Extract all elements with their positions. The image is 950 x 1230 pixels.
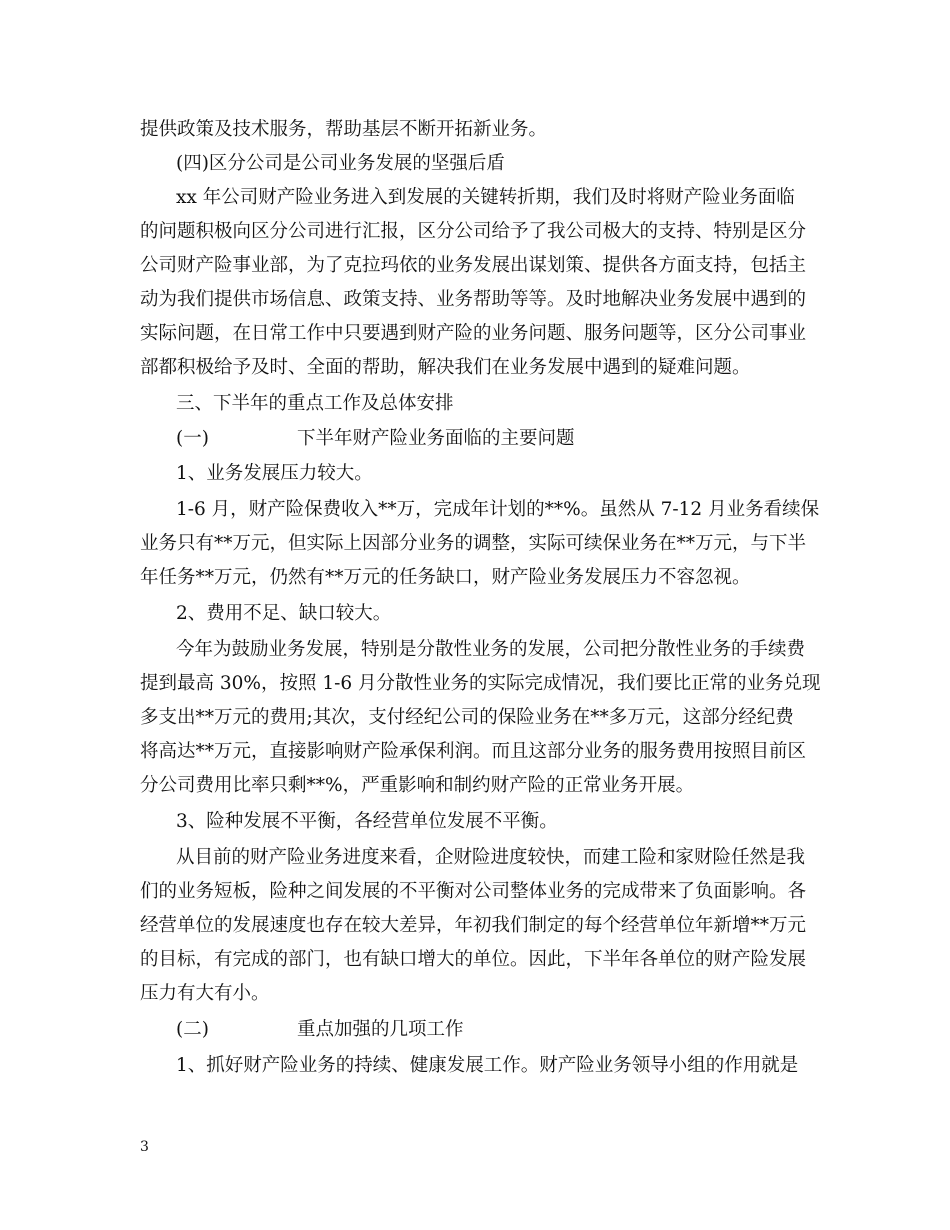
text-line: 从目前的财产险业务进度来看，企财险进度较快，而建工险和家财险任然是我 [176,847,806,868]
subheading-title: 下半年财产险业务面临的主要问题 [296,428,575,449]
text-line: 经营单位的发展速度也存在较大差异，年初我们制定的每个经营单位年新增**万元 [140,915,807,936]
section-heading: 三、下半年的重点工作及总体安排 [176,393,454,414]
text-line: 业务只有**万元，但实际上因部分业务的调整，实际可续保业务在**万元，与下半 [140,533,807,554]
text-line: 将高达**万元，直接影响财产险承保利润。而且这部分业务的服务费用按照目前区 [140,741,807,762]
issue-heading: 1、业务发展压力较大。 [176,463,373,484]
subheading-number: (二) [176,1019,209,1040]
text-line: 1、抓好财产险业务的持续、健康发展工作。财产险业务领导小组的作用就是 [176,1055,799,1076]
text-line: 提供政策及技术服务，帮助基层不断开拓新业务。 [140,119,548,140]
text-line: 们的业务短板，险种之间发展的不平衡对公司整体业务的完成带来了负面影响。各 [140,881,807,902]
issue-heading: 3、险种发展不平衡，各经营单位发展不平衡。 [176,811,558,832]
text-line: 的问题积极向区分公司进行汇报，区分公司给予了我公司极大的支持、特别是区分 [140,221,807,242]
text-line: 的目标，有完成的部门，也有缺口增大的单位。因此，下半年各单位的财产险发展 [140,949,807,970]
text-line: xx 年公司财产险业务进入到发展的关键转折期，我们及时将财产险业务面临 [176,187,795,208]
text-line: 今年为鼓励业务发展，特别是分散性业务的发展，公司把分散性业务的手续费 [176,639,806,660]
text-line: 提到最高 30%，按照 1-6 月分散性业务的实际完成情况，我们要比正常的业务兑现 [140,673,821,694]
subheading-one [176,427,856,451]
text-line: 动为我们提供市场信息、政策支持、业务帮助等等。及时地解决业务发展中遇到的 [140,289,807,310]
text-line: 公司财产险事业部，为了克拉玛依的业务发展出谋划策、提供各方面支持，包括主 [140,255,807,276]
text-line: 实际问题，在日常工作中只要遇到财产险的业务问题、服务问题等，区分公司事业 [140,323,807,344]
text-line: 多支出**万元的费用;其次，支付经纪公司的保险业务在**多万元，这部分经纪费 [140,707,794,728]
text-line: 压力有大有小。 [140,983,270,1004]
issue-heading: 2、费用不足、缺口较大。 [176,603,392,624]
page-number: 3 [140,1139,149,1155]
subheading-two [176,1018,856,1042]
text-line: 年任务**万元，仍然有**万元的任务缺口，财产险业务发展压力不容忽视。 [140,567,751,588]
subheading-number: (一) [176,428,209,449]
subheading-title: 重点加强的几项工作 [296,1019,464,1040]
section-heading: (四)区分公司是公司业务发展的坚强后盾 [176,153,505,174]
text-line: 1-6 月，财产险保费收入**万，完成年计划的**%。虽然从 7-12 月业务看续保 [176,499,820,520]
text-line: 部都积极给予及时、全面的帮助，解决我们在业务发展中遇到的疑难问题。 [140,357,751,378]
text-line: 分公司费用比率只剩**%，严重影响和制约财产险的正常业务开展。 [140,775,695,796]
